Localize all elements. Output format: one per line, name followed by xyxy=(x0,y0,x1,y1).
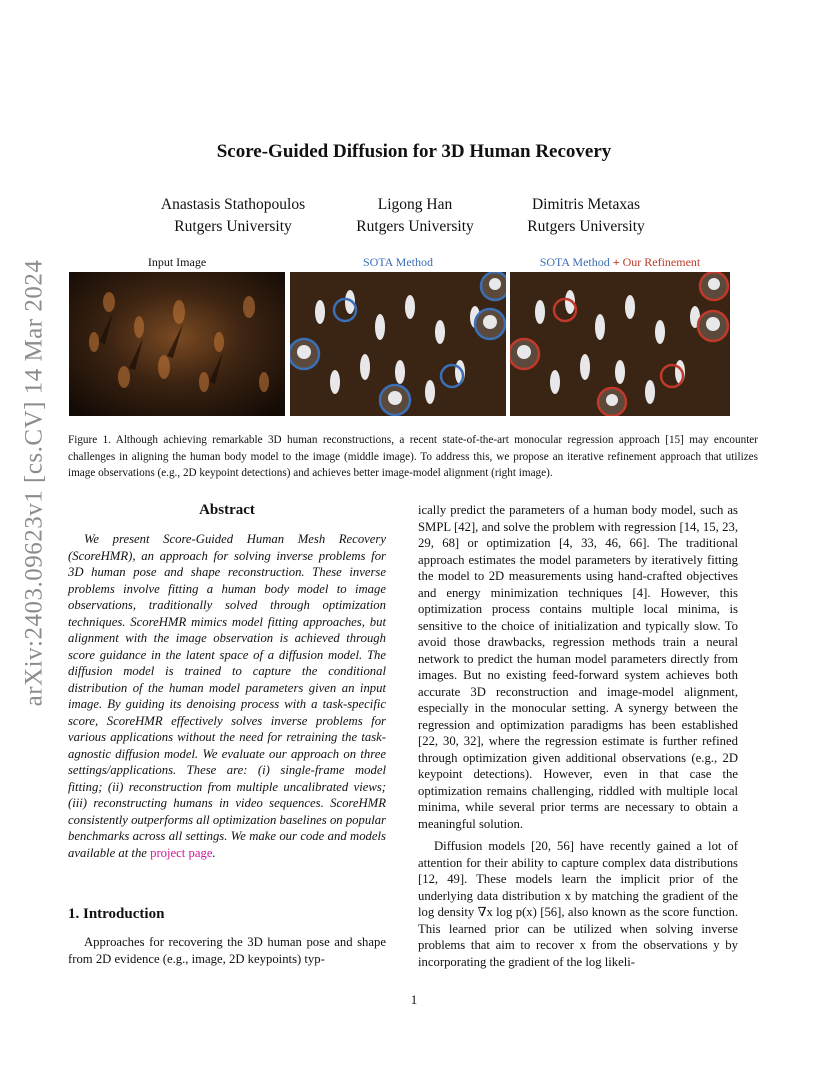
figure-input-image xyxy=(69,272,285,416)
paper-title: Score-Guided Diffusion for 3D Human Recovery xyxy=(216,141,612,162)
figure-label-refined-sota: SOTA Method xyxy=(539,255,610,269)
arxiv-stamp-text: arXiv:2403.09623v1 [cs.CV] 14 Mar 2024 xyxy=(20,259,48,707)
right-paragraph-1: ically predict the parameters of a human body model, such as SMPL [42], and solve the problem with regression [14, 15, 23, 29, 68] or optimization [4, 33, 46, 66]. The traditional approach estimates the model parameters by iteratively fitting the model to 2D measurements using hand-crafted objectives and energy minimization techniques [4]. However, this optimization process contains multiple local minima, is sensitive to the choice of initialization and typically slow. To avoid those drawbacks, regression methods train a neural network to predict the human model parameters directly from images. But no existing feed-forward system achieves both accurate 3D reconstruction and image-model alignment, especially in the monocular setting. A synergy between the regression and optimization paradigms has been established [22, 30, 32], where the regression estimate is further refined through optimization given additional observations (e.g., 2D keypoint detections). However, even in that case the optimization remains challenging, riddled with multiple local minima, while several prior terms are necessary to obtain a meaningful solution. xyxy=(418,503,738,831)
figure-label-sota: SOTA Method xyxy=(362,255,434,269)
right-column xyxy=(418,502,738,970)
author-name: Dimitris Metaxas xyxy=(531,196,641,213)
figure-caption: Figure 1. Although achieving remarkable 3D human reconstructions, a recent state-of-the-art monocular regression approach [15] may encounter challenges in aligning the human body model to the image (middle image). To address this, we propose an iterative refinement approach that utilizes image observations (e.g., 2D keypoint detections) and achieves better image-model alignment (right image). xyxy=(68,434,758,479)
page-number: 1 xyxy=(410,992,418,1007)
author-affiliation: Rutgers University xyxy=(174,218,292,235)
abstract-heading: Abstract xyxy=(199,502,255,518)
author-1 xyxy=(133,194,333,238)
figure-label-refined xyxy=(510,255,730,270)
figure-label-input: Input Image xyxy=(147,255,207,269)
abstract-section xyxy=(68,502,386,861)
abstract-text: We present Score-Guided Human Mesh Recovery (ScoreHMR), an approach for solving inverse problems for 3D human pose and shape reconstruction. These inverse problems involve fitting a human body model to image observations, traditionally solved through optimization techniques. ScoreHMR mimics model fitting approaches, but alignment with the image observation is achieved through score guidance in the latent space of a diffusion model. The diffusion model is trained to capture the conditional distribution of the human model parameters given an input image. By guiding its denoising process with a task-specific score, ScoreHMR effectively solves inverse problems for various applications without the need for retraining the task-agnostic diffusion model. We evaluate our approach on three settings/applications. These are: (i) single-frame model fitting; (ii) reconstruction from multiple uncalibrated views; (iii) reconstructing humans in video sequences. ScoreHMR consistently outperforms all optimization baselines on popular benchmarks across all settings. We make our code and models available at the xyxy=(68,532,386,860)
author-name: Ligong Han xyxy=(377,196,453,213)
abstract-end: . xyxy=(212,845,216,860)
arxiv-stamp xyxy=(4,248,64,718)
author-3 xyxy=(486,194,686,238)
figure-label-plus: + xyxy=(612,255,620,269)
figure-sota-image xyxy=(290,272,506,416)
author-affiliation: Rutgers University xyxy=(527,218,645,235)
author-affiliation: Rutgers University xyxy=(356,218,474,235)
project-page-link[interactable]: project page xyxy=(150,845,213,860)
right-paragraph-2: Diffusion models [20, 56] have recently gained a lot of attention for their ability to capture complex data distributions [12, 49]. These models learn the implicit prior of the underlying data distribution x by matching the gradient of the log density ∇x log p(x) [56], also known as the score function. This learned prior can be utilized when solving inverse problems that aim to recover x from the observations y by incorporating the gradient of the log likeli- xyxy=(418,839,738,969)
introduction-text: Approaches for recovering the 3D human pose and shape from 2D evidence (e.g., image, 2D keypoints) typ- xyxy=(68,935,386,966)
abstract-body xyxy=(68,531,386,861)
author-2 xyxy=(315,194,515,238)
introduction-heading: 1. Introduction xyxy=(68,906,165,922)
author-name: Anastasis Stathopoulos xyxy=(160,196,306,213)
figure-refined-image xyxy=(510,272,730,416)
figure-label-refinement: Our Refinement xyxy=(622,255,701,269)
